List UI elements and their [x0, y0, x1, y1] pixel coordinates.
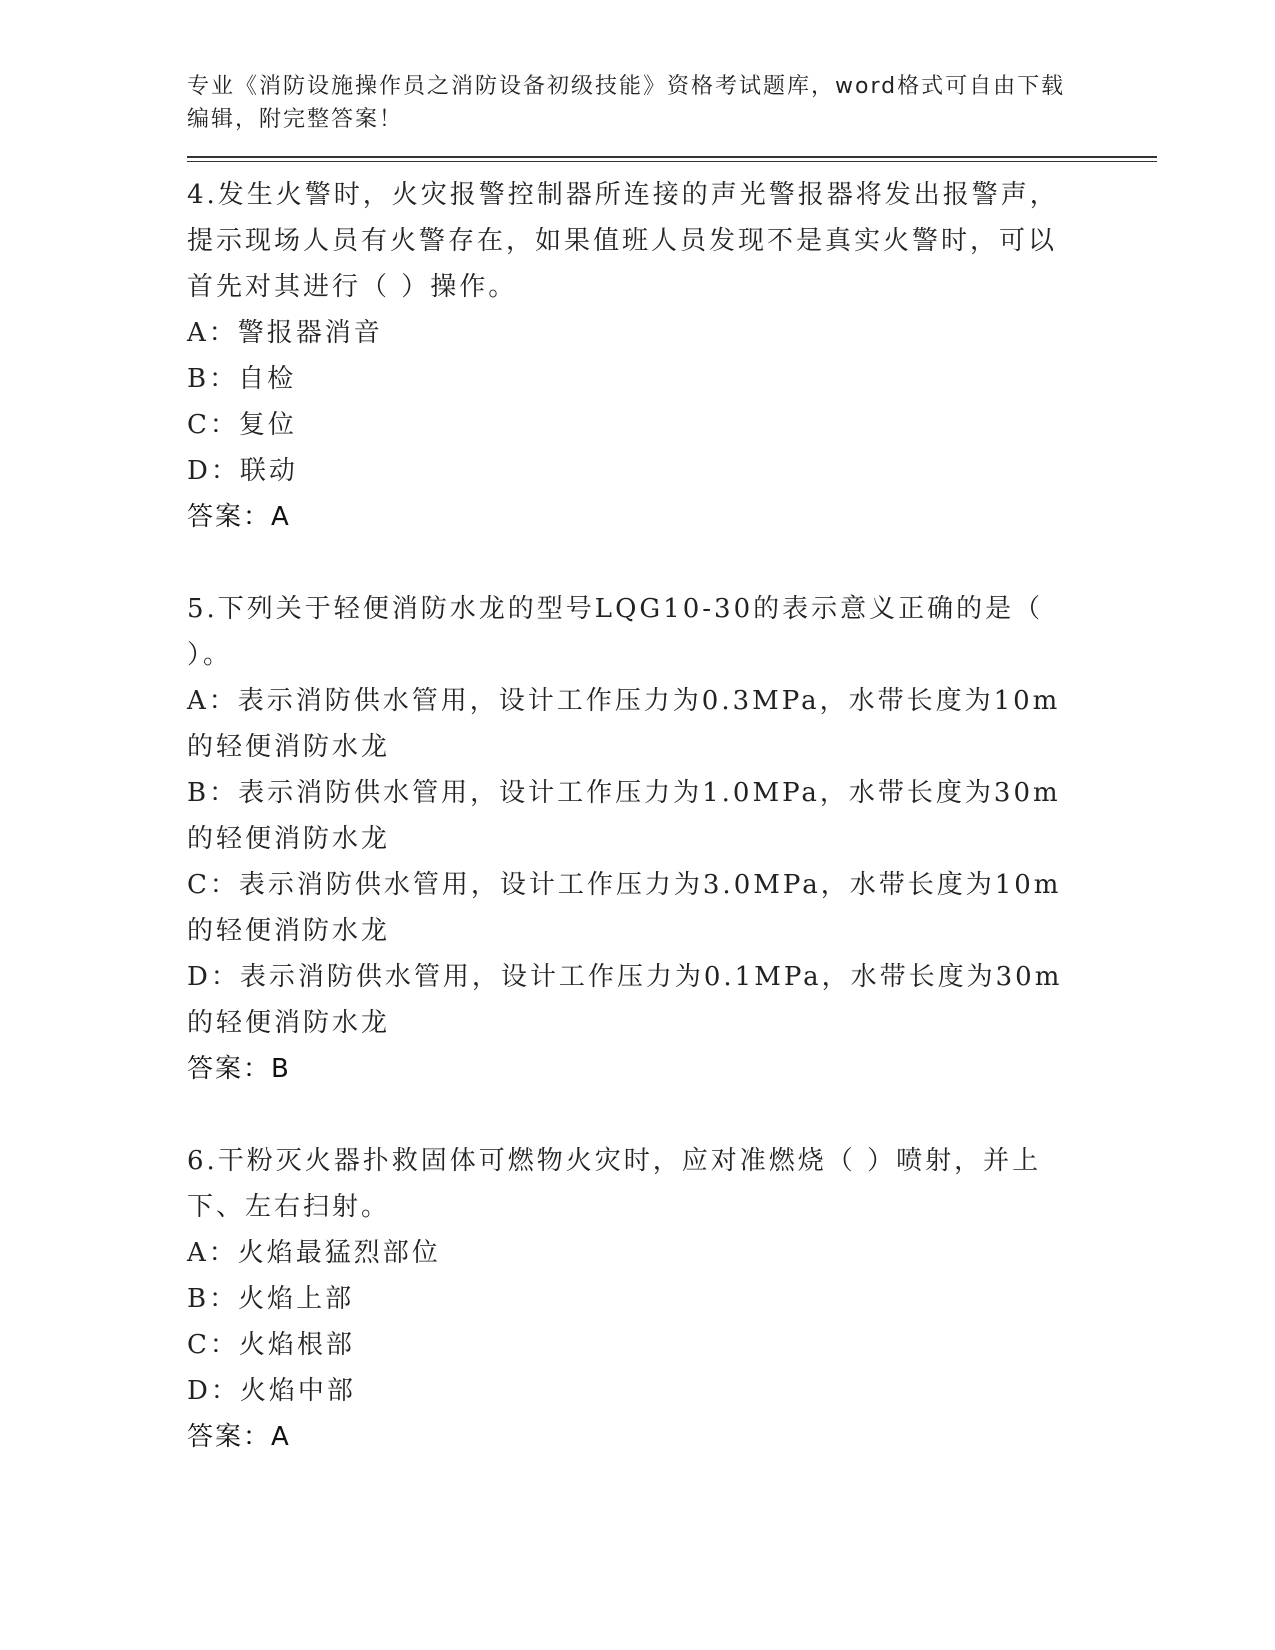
option-a: A：警报器消音: [187, 318, 383, 348]
question-list: [187, 172, 1157, 1460]
option-d: D：联动: [187, 456, 298, 486]
option-b: B：表示消防供水管用，设计工作压力为1.0MPa，水带长度为30m的轻便消防水龙: [187, 778, 1061, 854]
question-text: 6.干粉灭火器扑救固体可燃物火灾时，应对准燃烧（ ）喷射，并上下、左右扫射。: [187, 1146, 1042, 1222]
option-c: C：表示消防供水管用，设计工作压力为3.0MPa，水带长度为10m的轻便消防水龙: [187, 870, 1062, 946]
document-header: 专业《消防设施操作员之消防设备初级技能》资格考试题库，word格式可自由下载编辑，附完整答案！: [187, 74, 1066, 132]
question-text: 4.发生火警时，火灾报警控制器所连接的声光警报器将发出报警声，提示现场人员有火警存在，如果值班人员发现不是真实火警时，可以首先对其进行（ ）操作。: [187, 180, 1059, 302]
question-item: [187, 586, 1157, 1092]
answer-label: 答案：B: [187, 1054, 291, 1084]
answer-label: 答案：A: [187, 1422, 291, 1452]
question-item: [187, 1138, 1157, 1460]
question-item: [187, 172, 1157, 540]
option-d: D：火焰中部: [187, 1376, 356, 1406]
option-d: D：表示消防供水管用，设计工作压力为0.1MPa，水带长度为30m的轻便消防水龙: [187, 962, 1063, 1038]
answer-label: 答案：A: [187, 502, 291, 532]
option-a: A：火焰最猛烈部位: [187, 1238, 441, 1268]
option-b: B：自检: [187, 364, 297, 394]
option-a: A：表示消防供水管用，设计工作压力为0.3MPa，水带长度为10m的轻便消防水龙: [187, 686, 1061, 762]
question-text: 5.下列关于轻便消防水龙的型号LQG10-30的表示意义正确的是（ ）。: [187, 594, 1044, 670]
option-b: B：火焰上部: [187, 1284, 355, 1314]
document-page: [187, 70, 1157, 1460]
header-divider: [187, 156, 1157, 162]
option-c: C：复位: [187, 410, 297, 440]
option-c: C：火焰根部: [187, 1330, 355, 1360]
